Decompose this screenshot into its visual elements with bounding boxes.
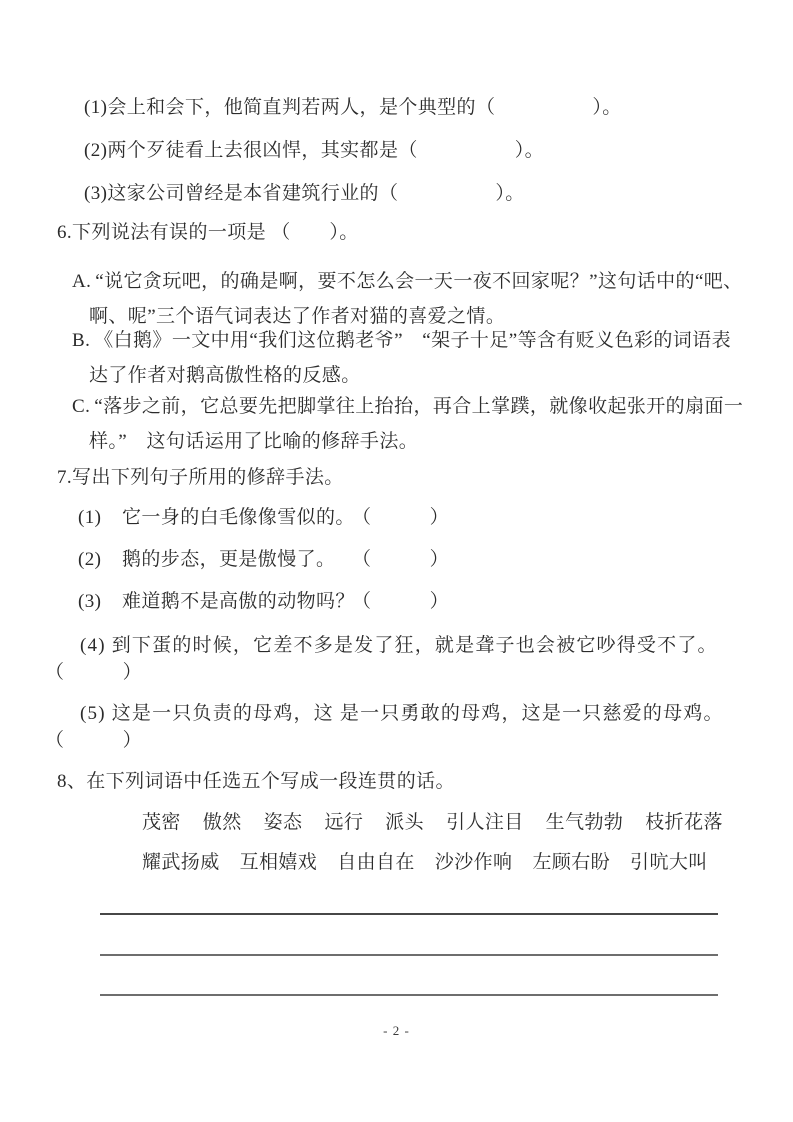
question-7-stem: 7.写出下列句子所用的修辞手法。 xyxy=(57,467,344,488)
word-item: 左顾右盼 xyxy=(532,852,611,873)
word-item: 自由自在 xyxy=(337,852,415,873)
option-c-text: “落步之前，它总要先把脚掌往上抬抬，再合上掌蹼，就像收起张开的扇面一样。” 这句话运用了比喻的修辞手法。 xyxy=(89,396,744,452)
q7-item-5-blank: （ ） xyxy=(45,730,143,751)
word-item: 耀武扬威 xyxy=(142,852,220,873)
word-item: 引人注目 xyxy=(446,812,524,833)
q7-item-4-blank: （ ） xyxy=(45,662,143,683)
option-a-label: A. xyxy=(72,271,92,292)
word-item: 姿态 xyxy=(263,812,303,833)
question-6-stem: 6.下列说法有误的一项是 （ ）。 xyxy=(57,222,359,243)
word-bank-row-2 xyxy=(142,851,708,874)
word-item: 枝折花落 xyxy=(645,812,723,833)
item-text: 它一身的白毛像像雪似的。 xyxy=(122,507,355,528)
word-item: 沙沙作响 xyxy=(434,852,513,873)
page-number: - 2 - xyxy=(383,1023,410,1038)
item-text: 难道鹅不是高傲的动物吗？ xyxy=(122,591,355,612)
option-b-text: 《白鹅》一文中用“我们这位鹅老爷” “架子十足”等含有贬义色彩的词语表达了作者对鹅高傲性格的反感。 xyxy=(89,330,731,386)
q7-item-2 xyxy=(78,548,449,571)
word-item: 茂密 xyxy=(142,812,181,833)
word-item: 远行 xyxy=(324,812,364,833)
word-item: 引吭大叫 xyxy=(630,852,708,873)
word-item: 派头 xyxy=(385,812,425,833)
word-item: 生气勃勃 xyxy=(545,812,624,833)
item-number: (4) xyxy=(80,635,106,656)
answer-blank: （ ） xyxy=(352,549,450,570)
option-a-text: “说它贪玩吧，的确是啊，要不怎么会一天一夜不回家呢？”这句话中的“吧、啊、呢”三个语气词表达了作者对猫的喜爱之情。 xyxy=(89,271,743,327)
option-b-label: B. xyxy=(72,330,91,351)
item-text: 到下蛋的时候，它差不多是发了狂，就是聋子也会被它吵得受不了。 xyxy=(111,635,718,656)
item-number: (2) xyxy=(78,549,102,570)
word-item: 傲然 xyxy=(202,812,242,833)
q7-item-3 xyxy=(78,590,449,613)
question-8-stem: 8、在下列词语中任选五个写成一段连贯的话。 xyxy=(57,771,455,792)
answer-line-2 xyxy=(100,954,718,956)
item-text: 这是一只负责的母鸡，这 是一只勇敢的母鸡，这是一只慈爱的母鸡。 xyxy=(111,703,724,724)
q6-option-b xyxy=(72,323,747,393)
answer-line-3 xyxy=(100,994,718,996)
word-bank-row-1 xyxy=(142,811,723,834)
q5-item-1: (1)会上和会下，他简直判若两人，是个典型的（ ）。 xyxy=(84,97,622,118)
answer-blank: （ ） xyxy=(352,507,450,528)
answer-line-1 xyxy=(100,913,718,915)
q5-item-2: (2)两个歹徒看上去很凶悍，其实都是（ ）。 xyxy=(84,140,545,161)
q5-item-3: (3)这家公司曾经是本省建筑行业的（ ）。 xyxy=(84,183,525,204)
word-item: 互相嬉戏 xyxy=(239,852,318,873)
item-number: (1) xyxy=(78,507,102,528)
item-text: 鹅的步态，更是傲慢了。 xyxy=(122,549,336,570)
answer-blank: （ ） xyxy=(352,591,450,612)
q7-item-5 xyxy=(45,697,729,730)
q7-item-1 xyxy=(78,506,449,529)
item-number: (5) xyxy=(80,703,106,724)
q6-option-c xyxy=(72,389,747,459)
item-number: (3) xyxy=(78,591,102,612)
option-c-label: C. xyxy=(72,396,91,417)
q7-item-4 xyxy=(45,629,729,662)
